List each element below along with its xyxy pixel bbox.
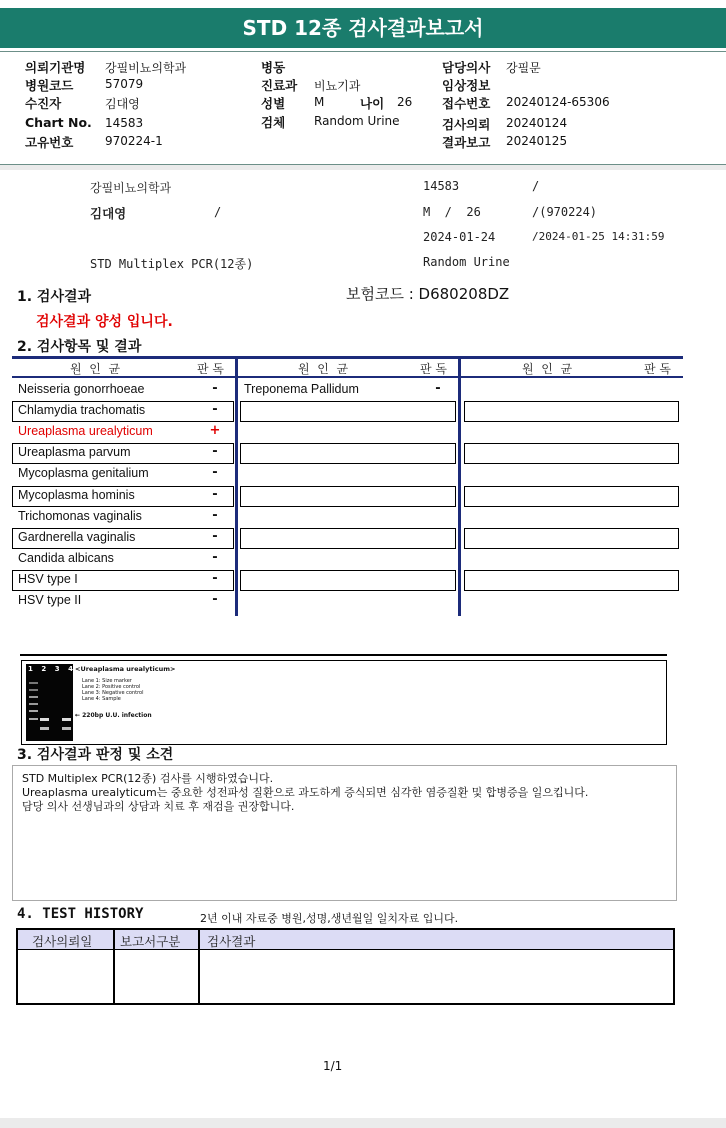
pathogen-name: Neisseria gonorrhoeae (18, 382, 145, 396)
patient-hospital: 강필비뇨의학과 (90, 181, 172, 195)
row-box (240, 570, 456, 591)
results-table (0, 356, 726, 618)
history-col-report-type: 보고서구분 (120, 934, 181, 949)
gel-band-marker (29, 689, 38, 691)
gel-legend-item: Lane 4: Sample (82, 696, 121, 702)
patient-test-name: STD Multiplex PCR(12종) (90, 257, 254, 271)
header-label: 접수번호 (442, 96, 491, 111)
result-value: - (212, 507, 218, 523)
opinion-line: 담당 의사 선생님과의 상담과 치료 후 재검을 권장합니다. (22, 800, 295, 813)
patient-slash: / (532, 179, 540, 193)
pathogen-name: Mycoplasma genitalium (18, 466, 149, 481)
patient-chart: 14583 (423, 179, 460, 193)
result-value: - (212, 592, 218, 607)
history-col-result: 검사결과 (207, 934, 256, 949)
header-value: Random Urine (314, 114, 400, 128)
section1-title: 1. 검사결과 (17, 289, 92, 305)
gel-band-sample (62, 727, 71, 730)
header-label: 성별 (261, 96, 286, 111)
column-header-result: 판 독 (197, 362, 224, 376)
header-label: 의뢰기관명 (25, 60, 86, 75)
opinion-line: STD Multiplex PCR(12종) 검사를 시행하였습니다. (22, 772, 274, 785)
gel-band-marker (29, 718, 38, 720)
gel-lane-number: 3 (54, 665, 60, 673)
result-value: - (212, 402, 218, 418)
header-shadow (0, 165, 726, 170)
column-divider (458, 356, 461, 616)
header-value: 26 (397, 95, 413, 109)
header-label: 수진자 (25, 96, 62, 111)
history-col-request-date: 검사의뢰일 (32, 934, 93, 949)
header-value: 14583 (105, 116, 144, 130)
column-divider (235, 356, 238, 616)
header-label: 검체 (261, 115, 286, 130)
gel-title: <Ureaplasma urealyticum> (75, 665, 176, 673)
result-value: - (212, 465, 218, 481)
section3-title: 3. 검사결과 판정 및 소견 (17, 747, 174, 763)
result-value: - (435, 381, 441, 396)
result-value: - (212, 570, 218, 586)
header-value: 김대영 (105, 97, 140, 111)
header-value: 20240125 (506, 134, 568, 148)
gel-band-positive (40, 727, 49, 730)
page-number: 1/1 (323, 1059, 343, 1073)
row-box (464, 528, 679, 549)
column-header-result: 판 독 (644, 362, 671, 376)
header-label: Chart No. (25, 115, 92, 130)
header-label: 결과보고 (442, 135, 491, 150)
header-value: 970224-1 (105, 134, 163, 148)
header-value: 강필문 (506, 61, 541, 75)
row-box (240, 401, 456, 422)
row-box (464, 401, 679, 422)
header-label: 병원코드 (25, 78, 74, 93)
header-label: 검사의뢰 (442, 117, 491, 132)
header-label: 진료과 (261, 78, 298, 93)
patient-specimen: Random Urine (423, 255, 510, 269)
section4-title: 4. TEST HISTORY (17, 906, 144, 922)
gel-lane-number: 2 (41, 665, 47, 673)
positive-result-text: 검사결과 양성 입니다. (36, 314, 173, 330)
gel-image (26, 664, 73, 741)
gel-band-marker (29, 703, 38, 705)
results-table-top-rule (12, 356, 683, 359)
history-col-divider (198, 930, 200, 1003)
gel-band-label: ← 220bp U.U. infection (75, 712, 152, 719)
history-note: 2년 이내 자료중 병원,성명,생년월일 일치자료 입니다. (200, 912, 459, 925)
patient-date-reported: /2024-01-25 14:31:59 (532, 230, 665, 243)
gel-lane-number: 4 (68, 665, 73, 673)
gel-image-box (21, 660, 667, 745)
pathogen-name: Ureaplasma parvum (18, 445, 131, 460)
pathogen-name: Chlamydia trachomatis (18, 403, 146, 418)
pathogen-name: HSV type II (18, 593, 82, 607)
section2-title: 2. 검사항목 및 결과 (17, 339, 142, 355)
gel-lane-numbers (28, 665, 73, 673)
gel-legend-item: Lane 2: Positive control (82, 684, 141, 690)
opinion-line: Ureaplasma urealyticum는 중요한 성전파성 질환으로 과도하게 증식되면 심각한 염증질환 및 합병증을 일으킵니다. (22, 786, 589, 799)
result-value: - (212, 528, 218, 544)
pathogen-name: Candida albicans (18, 550, 114, 565)
patient-birth: /(970224) (532, 205, 598, 219)
header-label: 고유번호 (25, 135, 74, 150)
gel-band-marker (29, 696, 38, 698)
column-header-pathogen: 원 인 균 (298, 362, 349, 376)
gel-legend-item: Lane 1: Size marker (82, 678, 132, 684)
column-header-result: 판 독 (420, 362, 447, 376)
row-box (464, 570, 679, 591)
patient-sex-age: M / 26 (423, 205, 481, 219)
gel-lane-number: 1 (28, 665, 33, 673)
row-box (464, 486, 679, 507)
result-value: - (212, 549, 218, 565)
opinion-box (12, 765, 677, 901)
header-label: 담당의사 (442, 60, 491, 75)
header-label: 나이 (360, 96, 385, 111)
pathogen-name: HSV type I (18, 571, 78, 586)
row-box (464, 443, 679, 464)
row-box (240, 528, 456, 549)
report-header (0, 52, 726, 162)
report-title: STD 12종 검사결과보고서 (0, 8, 726, 48)
history-header-row (18, 930, 673, 950)
gel-band-positive (40, 718, 49, 721)
history-table (16, 928, 675, 1005)
gel-band-marker (29, 710, 38, 712)
header-value: 강필비뇨의학과 (105, 61, 187, 75)
pathogen-name: Treponema Pallidum (244, 382, 359, 396)
insurance-code: 보험코드 : D680208DZ (346, 285, 510, 303)
gel-legend (82, 678, 144, 702)
header-label: 임상정보 (442, 78, 491, 93)
gel-band-marker (29, 682, 38, 684)
history-col-divider (113, 930, 115, 1003)
header-value: 20240124 (506, 116, 568, 130)
pathogen-name: Trichomonas vaginalis (18, 508, 142, 523)
pathogen-name: Ureaplasma urealyticum (18, 424, 153, 439)
gel-legend-item: Lane 3: Negative control (82, 690, 144, 696)
row-box (240, 486, 456, 507)
result-value: - (212, 486, 218, 502)
patient-name-slash: / (214, 205, 222, 219)
pathogen-name: Gardnerella vaginalis (18, 529, 136, 544)
gel-top-rule (20, 654, 667, 656)
column-header-pathogen: 원 인 균 (70, 362, 121, 376)
result-value: - (212, 444, 218, 460)
header-value: 57079 (105, 77, 144, 91)
pathogen-name: Mycoplasma hominis (18, 487, 135, 502)
page-bottom-band (0, 1118, 726, 1128)
header-label: 병동 (261, 60, 286, 75)
header-value: 비뇨기과 (314, 79, 361, 93)
header-value: 20240124-65306 (506, 95, 610, 109)
result-value: - (212, 381, 218, 396)
gel-band-label-text: 220bp U.U. infection (82, 712, 152, 719)
header-value: M (314, 95, 325, 109)
patient-date-received: 2024-01-24 (423, 230, 496, 244)
gel-band-sample (62, 718, 71, 721)
patient-name: 김대영 (90, 206, 127, 221)
result-value: + (209, 423, 221, 439)
column-header-pathogen: 원 인 균 (522, 362, 573, 376)
row-box (240, 443, 456, 464)
